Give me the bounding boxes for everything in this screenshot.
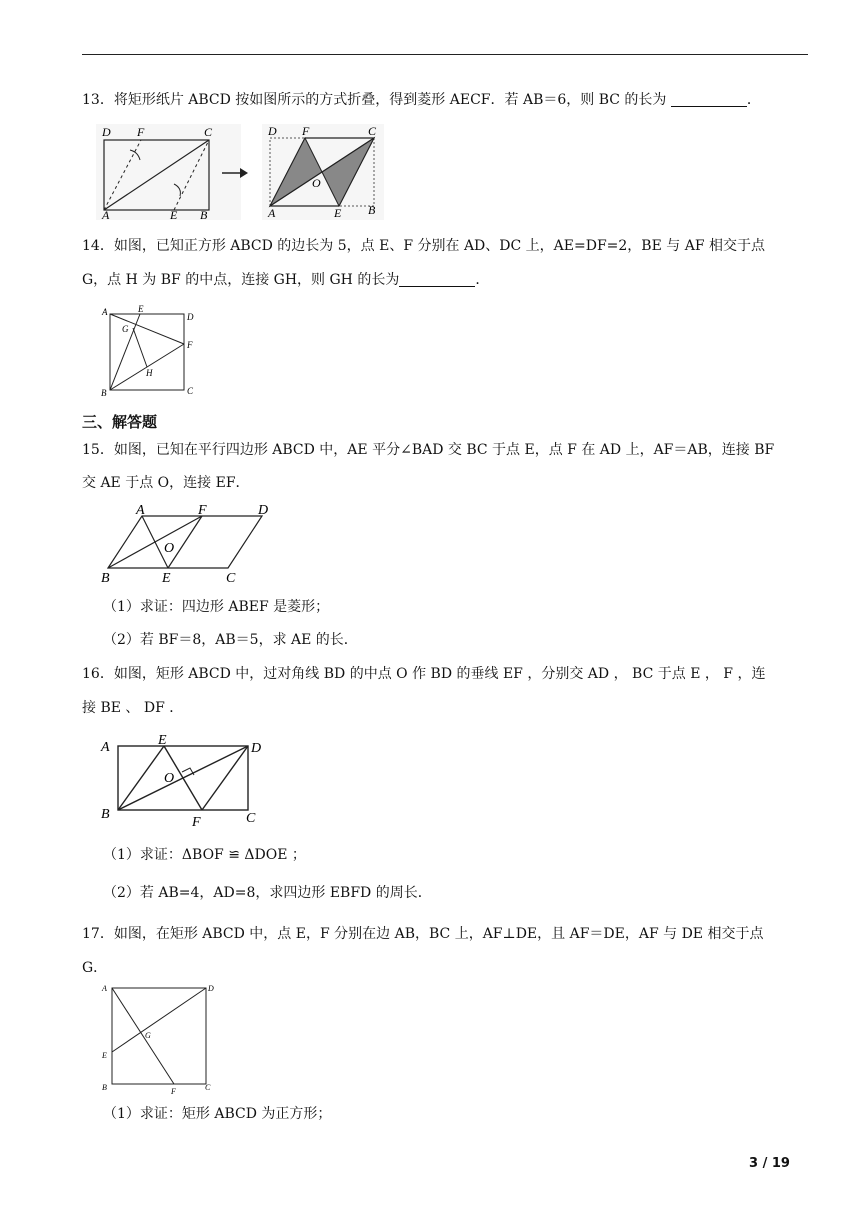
q17-label-B: B: [102, 1083, 107, 1092]
q16-label-C: C: [246, 811, 256, 826]
arrow-icon: [220, 166, 250, 180]
section-heading: 三、解答题: [82, 413, 158, 431]
q13-folded-label-A: A: [268, 206, 276, 220]
q14-label-E: E: [138, 304, 144, 314]
q15-part2: （2）若 BF＝8，AB＝5，求 AE 的长．: [103, 632, 358, 648]
header-rule: [82, 54, 808, 55]
q14-label-G: G: [122, 324, 129, 334]
q17-label-A: A: [102, 984, 107, 993]
q14-label-D: D: [187, 312, 194, 322]
q15-figure: [96, 502, 282, 588]
q17-label-F: F: [171, 1087, 176, 1096]
q15-line2: 交 AE 于点 O，连接 EF．: [82, 475, 250, 491]
q13-label-A: A: [102, 208, 110, 222]
q16-label-A: A: [101, 740, 110, 755]
q15-label-C: C: [226, 571, 236, 586]
q13-label-F: F: [137, 125, 145, 139]
q13-label-C: C: [204, 125, 213, 139]
q13-label-B: B: [200, 208, 208, 222]
q13-label-E: E: [170, 208, 178, 222]
page-number: 3 / 19: [749, 1156, 790, 1171]
q14-label-F: F: [187, 340, 193, 350]
q13-folded-label-B: B: [368, 203, 376, 217]
q13-text: 13．将矩形纸片 ABCD 按如图所示的方式折叠，得到菱形 AECF．若 AB＝6，则 BC 的长为 ．: [82, 92, 761, 108]
q17-label-G: G: [145, 1031, 151, 1040]
q14-label-A: A: [102, 307, 108, 317]
q16-label-B: B: [101, 807, 110, 822]
q16-label-F: F: [192, 815, 201, 830]
q16-part2: （2）若 AB=4，AD=8，求四边形 EBFD 的周长．: [103, 885, 432, 901]
q15-line1: 15．如图，已知在平行四边形 ABCD 中，AE 平分∠BAD 交 BC 于点 E，点 F 在 AD 上，AF＝AB，连接 BF: [82, 442, 775, 458]
q13-label-D: D: [102, 125, 111, 139]
q13-folded-label-O: O: [312, 176, 321, 190]
q15-label-D: D: [258, 503, 269, 518]
q15-label-B: B: [101, 571, 110, 586]
q13-answer-blank[interactable]: [671, 92, 747, 107]
q15-label-A: A: [136, 503, 145, 518]
q15-label-O: O: [164, 541, 175, 556]
q15-label-F: F: [198, 503, 207, 518]
q15-label-E: E: [162, 571, 171, 586]
q14-label-H: H: [146, 368, 153, 378]
q13-folded-label-D: D: [268, 124, 277, 138]
q13-folded-label-F: F: [302, 124, 310, 138]
q16-label-D: D: [251, 741, 262, 756]
q16-line2: 接 BE 、 DF ．: [82, 700, 184, 716]
q16-part1: （1）求证：ΔBOF ≌ ΔDOE ；: [103, 847, 306, 863]
q16-label-O: O: [164, 771, 175, 786]
q16-figure: [96, 732, 272, 832]
q14-line1: 14．如图，已知正方形 ABCD 的边长为 5，点 E、F 分别在 AD、DC 上，AE=DF=2，BE 与 AF 相交于点: [82, 238, 765, 254]
q17-part1: （1）求证：矩形 ABCD 为正方形；: [103, 1106, 332, 1122]
q17-line2: G．: [82, 960, 108, 976]
q14-line2: G，点 H 为 BF 的中点，连接 GH，则 GH 的长为 ．: [82, 272, 490, 288]
q17-label-C: C: [205, 1083, 211, 1092]
q14-label-B: B: [101, 388, 107, 398]
q17-line1: 17．如图，在矩形 ABCD 中，点 E，F 分别在边 AB，BC 上，AF⊥DE，且 AF＝DE，AF 与 DE 相交于点: [82, 926, 764, 942]
q13-folded-label-C: C: [368, 124, 377, 138]
q17-label-D: D: [208, 984, 214, 993]
q17-figure: [98, 982, 218, 1098]
q15-part1: （1）求证：四边形 ABEF 是菱形；: [103, 599, 330, 615]
q13-figure-folded: [262, 124, 384, 220]
q16-line1: 16．如图，矩形 ABCD 中，过对角线 BD 的中点 O 作 BD 的垂线 EF ，分别交 AD ， BC 于点 E ， F ，连: [82, 666, 766, 682]
q14-label-C: C: [187, 386, 194, 396]
q16-label-E: E: [158, 733, 167, 748]
q14-answer-blank[interactable]: [399, 272, 475, 287]
q17-label-E: E: [102, 1051, 107, 1060]
q14-figure: [100, 304, 200, 396]
q13-folded-label-E: E: [334, 206, 342, 220]
